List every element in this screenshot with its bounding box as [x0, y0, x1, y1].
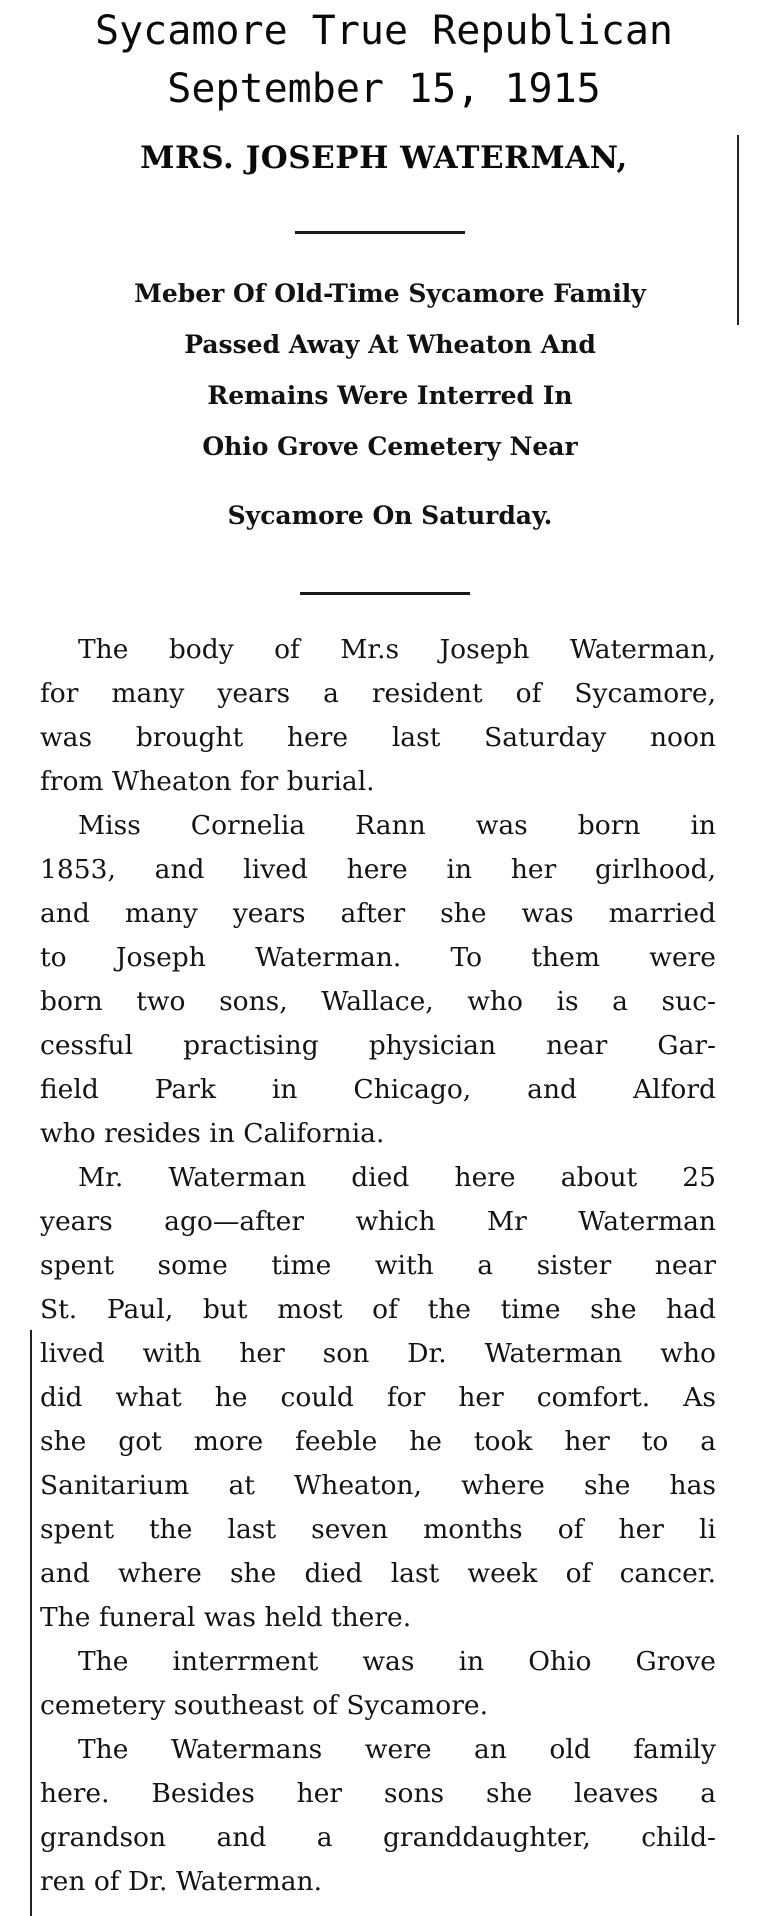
- article-line: here. Besides her sons she leaves a: [40, 1778, 716, 1809]
- article-paragraph: [40, 804, 716, 1156]
- article-line: Sanitarium at Wheaton, where she has: [40, 1470, 716, 1501]
- article-line: lived with her son Dr. Waterman who: [40, 1338, 716, 1369]
- article-line: who resides in California.: [40, 1118, 385, 1149]
- article-paragraph: [40, 628, 716, 804]
- article-line: 1853, and lived here in her girlhood,: [40, 854, 716, 885]
- subheadline: [40, 268, 740, 541]
- article-line: spent some time with a sister near: [40, 1250, 716, 1281]
- column-border-left: [30, 1330, 32, 1916]
- subheadline-divider: [300, 592, 470, 595]
- subheadline-line: Meber Of Old-Time Sycamore Family: [134, 279, 646, 308]
- article-line: was brought here last Saturday noon: [40, 722, 716, 753]
- subheadline-line: Passed Away At Wheaton And: [184, 330, 596, 359]
- subheadline-line: Sycamore On Saturday.: [227, 501, 553, 530]
- article-line: to Joseph Waterman. To them were: [40, 942, 716, 973]
- article-line: cemetery southeast of Sycamore.: [40, 1690, 489, 1721]
- article-line: Mr. Waterman died here about 25: [78, 1162, 716, 1193]
- article-line: The body of Mr.s Joseph Waterman,: [78, 634, 716, 665]
- subheadline-line: Remains Were Interred In: [207, 381, 573, 410]
- newspaper-name: Sycamore True Republican: [95, 8, 673, 54]
- article-line: ren of Dr. Waterman.: [40, 1866, 323, 1897]
- article-line: The funeral was held there.: [40, 1602, 412, 1633]
- article-body: [40, 628, 716, 1904]
- article-line: The Watermans were an old family: [78, 1734, 716, 1765]
- article-line: field Park in Chicago, and Alford: [40, 1074, 716, 1105]
- publication-date: September 15, 1915: [167, 66, 601, 112]
- article-line: The interrment was in Ohio Grove: [78, 1646, 716, 1677]
- article-line: and many years after she was married: [40, 898, 716, 929]
- article-paragraph: [40, 1156, 716, 1640]
- article-line: did what he could for her comfort. As: [40, 1382, 716, 1413]
- article-paragraph: [40, 1640, 716, 1728]
- article-line: years ago—after which Mr Waterman: [40, 1206, 716, 1237]
- article-line: spent the last seven months of her li: [40, 1514, 716, 1545]
- article-line: for many years a resident of Sycamore,: [40, 678, 716, 709]
- article-line: cessful practising physician near Gar-: [40, 1030, 716, 1061]
- article-line: and where she died last week of cancer.: [40, 1558, 716, 1589]
- article-paragraph: [40, 1728, 716, 1904]
- article-line: St. Paul, but most of the time she had: [40, 1294, 716, 1325]
- article-line: born two sons, Wallace, who is a suc-: [40, 986, 716, 1017]
- article-line: she got more feeble he took her to a: [40, 1426, 716, 1457]
- article-line: Miss Cornelia Rann was born in: [78, 810, 716, 841]
- article-line: from Wheaton for burial.: [40, 766, 375, 797]
- obituary-headline: MRS. JOSEPH WATERMAN,: [140, 140, 628, 176]
- subheadline-line: Ohio Grove Cemetery Near: [202, 432, 578, 461]
- headline-divider: [295, 231, 465, 234]
- article-line: grandson and a granddaughter, child-: [40, 1822, 716, 1853]
